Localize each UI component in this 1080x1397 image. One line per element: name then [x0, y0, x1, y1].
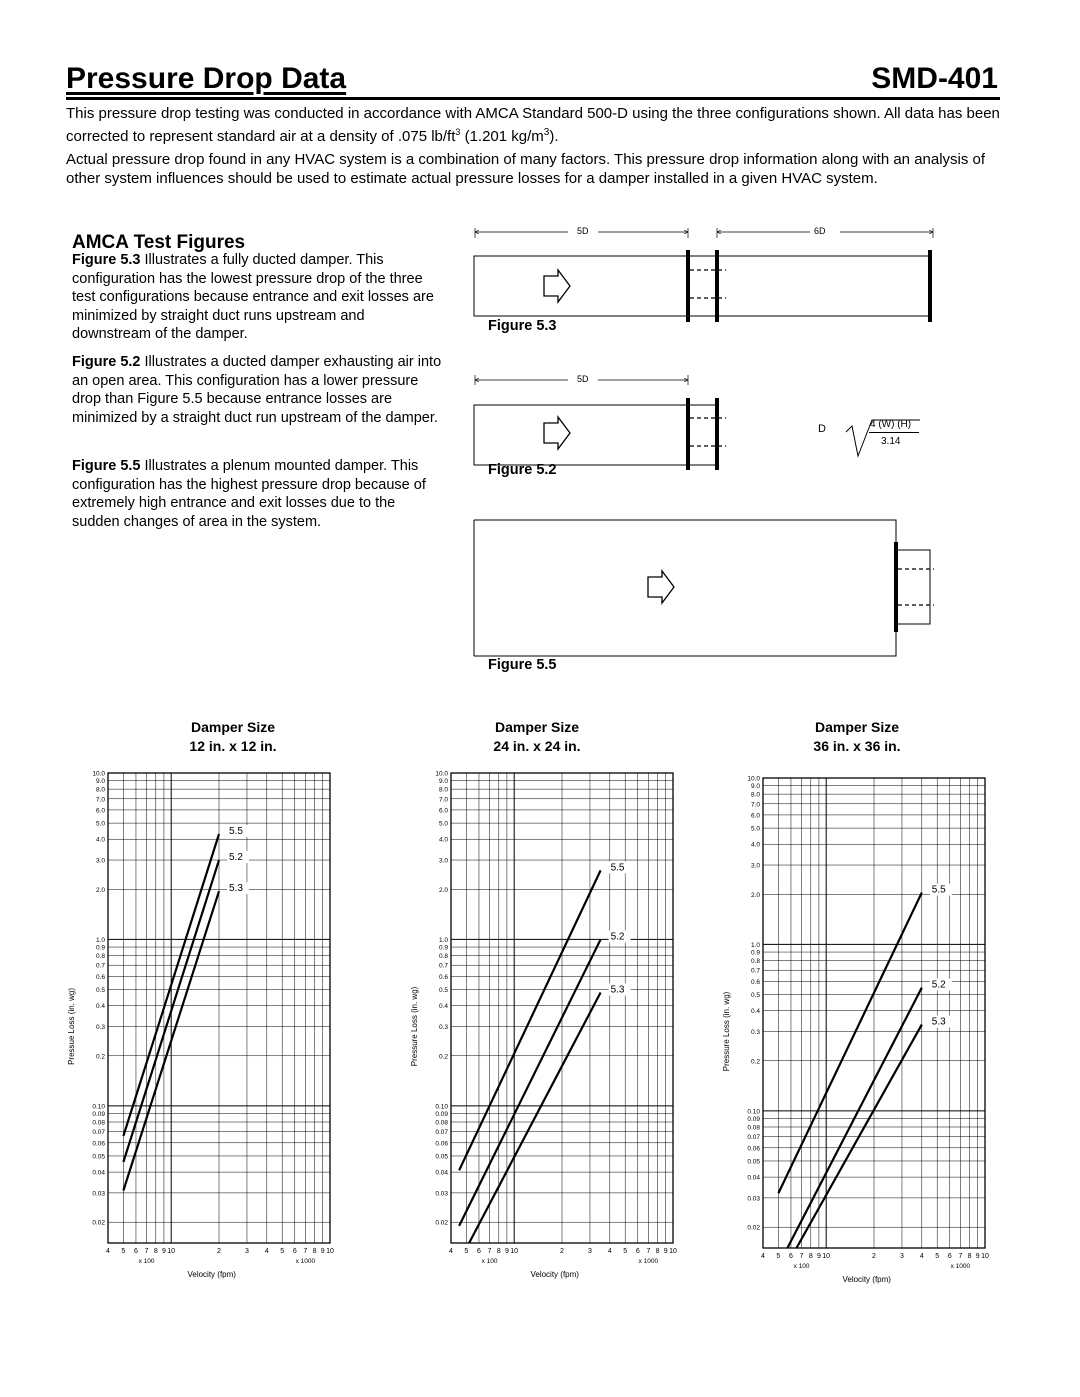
y-axis-label: Pressure Loss (in. wg) [410, 986, 419, 1067]
intro-paragraph-1 [66, 104, 1000, 146]
y-tick-label: 3.0 [438, 857, 448, 865]
x-tick-label: 4 [607, 1248, 612, 1255]
x-tick-label: 8 [153, 1248, 158, 1255]
y-tick-label: 10.0 [747, 775, 760, 783]
x-tick-label: 9 [161, 1248, 166, 1255]
title-rule [66, 97, 1000, 100]
series-label: 5.2 [931, 979, 946, 991]
x-tick-label: 6 [789, 1253, 793, 1260]
y-tick-label: 0.9 [750, 949, 760, 957]
y-tick-label: 4.0 [438, 836, 448, 844]
series-label: 5.3 [931, 1016, 946, 1028]
chart-3-heading [757, 718, 957, 756]
x-tick-label: 9 [320, 1248, 325, 1255]
y-tick-label: 9.0 [438, 778, 448, 786]
figure-52-description [72, 353, 444, 427]
dim-5d-mid: 5D [577, 374, 589, 384]
y-tick-label: 8.0 [750, 791, 760, 799]
series-label: 5.3 [229, 883, 243, 895]
y-tick-label: 4.0 [750, 841, 760, 849]
figure-53-label: Figure 5.3 [488, 318, 557, 334]
y-tick-label: 9.0 [95, 778, 105, 786]
x-tick-label: 9 [816, 1253, 821, 1260]
y-tick-label: 0.07 [92, 1129, 105, 1137]
y-tick-label: 0.04 [747, 1174, 760, 1182]
y-tick-label: 0.03 [747, 1195, 760, 1203]
x-tick-label: 7 [646, 1248, 651, 1255]
y-tick-label: 0.08 [92, 1119, 105, 1127]
x-tick-label: 8 [496, 1248, 501, 1255]
y-tick-label: 7.0 [750, 801, 760, 809]
x-tick-label: 6 [292, 1248, 297, 1255]
figure-53-description [72, 251, 444, 344]
y-tick-label: 0.3 [95, 1023, 105, 1031]
y-tick-label: 0.10 [747, 1108, 760, 1116]
chart-1-size: 12 in. x 12 in. [189, 738, 277, 754]
chart-36in [715, 770, 1005, 1300]
series-label: 5.2 [229, 852, 243, 864]
chart-3-size: 36 in. x 36 in. [813, 738, 901, 754]
formula-numerator: 4 (W) (H) [870, 419, 912, 430]
y-tick-label: 0.09 [435, 1110, 448, 1118]
y-tick-label: 0.8 [438, 953, 448, 961]
y-axis-label: Pressure Loss (in. wg) [722, 991, 731, 1072]
y-tick-label: 0.10 [435, 1103, 448, 1111]
series-label: 5.5 [931, 884, 946, 896]
series-line-5-2 [459, 939, 600, 1225]
x-tick-label: 6 [134, 1248, 138, 1255]
intro-text-2: (1.201 kg/m [460, 128, 544, 145]
formula-d: D [818, 423, 826, 435]
intro-text-1: This pressure drop testing was conducted in accordance with AMCA Standard 500-D using the three configurations shown. All data has been corrected to represent standard air at a density of .075 lb/ft [66, 105, 1000, 145]
x-tick-label: 8 [808, 1253, 813, 1260]
x-tick-label: 8 [655, 1248, 660, 1255]
x-tick-label: 10 [822, 1253, 831, 1260]
figure-55-drawing [474, 520, 934, 656]
y-tick-label: 0.05 [92, 1153, 105, 1161]
x-tick-label: 5 [280, 1248, 285, 1255]
x-tick-label: 3 [245, 1248, 249, 1255]
y-tick-label: 0.05 [435, 1153, 448, 1161]
x-tick-label: 7 [303, 1248, 308, 1255]
figure-53-ref: Figure 5.3 [72, 252, 141, 268]
y-tick-label: 0.06 [747, 1145, 760, 1153]
chart-2-heading [437, 718, 637, 756]
y-tick-label: 1.0 [438, 936, 448, 944]
x-tick-label: 9 [663, 1248, 668, 1255]
y-tick-label: 0.09 [92, 1110, 105, 1118]
y-tick-label: 0.10 [92, 1103, 105, 1111]
figure-55-ref: Figure 5.5 [72, 458, 141, 474]
x-tick-label: 5 [935, 1253, 940, 1260]
y-tick-label: 0.08 [435, 1119, 448, 1127]
series-line-5-3 [469, 992, 601, 1243]
y-tick-label: 0.4 [750, 1008, 760, 1016]
figure-53-text: Illustrates a fully ducted damper. This configuration has the lowest pressure drop of the three test configurations because entrance and exit losses are minimized by straight duct runs upstream and downstream of the damper. [72, 252, 434, 342]
y-tick-label: 0.06 [435, 1140, 448, 1148]
y-tick-label: 0.8 [95, 953, 105, 961]
x-tick-label: 4 [264, 1248, 269, 1255]
y-tick-label: 10.0 [92, 770, 105, 778]
x-tick-label: 7 [144, 1248, 149, 1255]
y-tick-label: 1.0 [95, 936, 105, 944]
y-tick-label: 0.7 [438, 962, 448, 970]
y-tick-label: 0.02 [92, 1219, 105, 1227]
x-tick-label: 10 [981, 1253, 989, 1260]
y-tick-label: 5.0 [95, 820, 105, 828]
formula-denominator: 3.14 [881, 436, 901, 447]
x-multiplier-1000: x 1000 [638, 1258, 659, 1265]
figure-55-label: Figure 5.5 [488, 657, 557, 673]
y-tick-label: 0.7 [750, 967, 760, 975]
y-tick-label: 8.0 [95, 786, 105, 794]
y-tick-label: 6.0 [750, 812, 760, 820]
page-title: Pressure Drop Data [66, 62, 347, 95]
series-label: 5.2 [610, 931, 625, 943]
x-tick-label: 6 [477, 1248, 481, 1255]
x-tick-label: 5 [121, 1248, 126, 1255]
x-tick-label: 8 [312, 1248, 317, 1255]
intro-text-3: ). [549, 128, 559, 145]
figure-52-label: Figure 5.2 [488, 462, 557, 478]
y-tick-label: 0.03 [435, 1190, 448, 1198]
chart-3-damper-size-label: Damper Size [814, 719, 900, 735]
y-tick-label: 0.8 [750, 958, 760, 966]
chart-2-damper-size-label: Damper Size [494, 719, 580, 735]
x-tick-label: 10 [167, 1248, 176, 1255]
x-multiplier-1000: x 1000 [295, 1258, 316, 1265]
y-tick-label: 0.4 [438, 1003, 448, 1011]
y-tick-label: 0.08 [747, 1124, 760, 1132]
y-tick-label: 0.04 [92, 1169, 105, 1177]
y-tick-label: 0.09 [747, 1115, 760, 1123]
x-tick-label: 9 [975, 1253, 980, 1260]
chart-1-damper-size-label: Damper Size [190, 719, 276, 735]
dim-5d-top: 5D [577, 226, 589, 236]
formula-fraction-bar [869, 432, 919, 433]
x-tick-label: 3 [900, 1253, 904, 1260]
figure-52-text: Illustrates a ducted damper exhausting air into an open area. This configuration has a lower pressure drop than Figure 5.5 because entrance losses are minimized by a straight duct run upstream of the damper. [72, 354, 442, 426]
x-tick-label: 6 [947, 1253, 952, 1260]
figure-55-description [72, 457, 444, 531]
y-tick-label: 6.0 [95, 807, 105, 815]
x-tick-label: 7 [958, 1253, 963, 1260]
x-tick-label: 10 [510, 1248, 519, 1255]
x-tick-label: 7 [799, 1253, 804, 1260]
chart-24in [403, 765, 693, 1295]
y-tick-label: 7.0 [95, 796, 105, 804]
x-tick-label: 6 [635, 1248, 640, 1255]
x-tick-label: 2 [217, 1248, 221, 1255]
x-tick-label: 4 [449, 1248, 453, 1255]
y-tick-label: 0.6 [750, 978, 760, 986]
series-label: 5.5 [229, 826, 243, 838]
y-tick-label: 0.3 [438, 1023, 448, 1031]
figure-55-text: Illustrates a plenum mounted damper. This configuration has the highest pressure drop because of extremely high entrance and exit losses due to the sudden changes of area in the system. [72, 458, 426, 530]
chart-12in [60, 765, 350, 1295]
test-figures-diagram [460, 220, 1020, 680]
y-tick-label: 3.0 [750, 862, 760, 870]
y-tick-label: 0.05 [747, 1158, 760, 1166]
y-tick-label: 0.06 [92, 1140, 105, 1148]
y-tick-label: 0.5 [95, 987, 105, 995]
x-tick-label: 9 [504, 1248, 509, 1255]
x-tick-label: 4 [106, 1248, 110, 1255]
y-tick-label: 0.07 [747, 1134, 760, 1142]
x-tick-label: 5 [776, 1253, 781, 1260]
x-tick-label: 2 [560, 1248, 564, 1255]
chart-2-size: 24 in. x 24 in. [493, 738, 581, 754]
series-label: 5.5 [610, 862, 625, 874]
x-tick-label: 5 [623, 1248, 628, 1255]
amca-heading: AMCA Test Figures [72, 232, 246, 253]
y-tick-label: 3.0 [95, 857, 105, 865]
x-tick-label: 7 [487, 1248, 492, 1255]
x-tick-label: 10 [669, 1248, 677, 1255]
x-multiplier-100: x 100 [481, 1258, 498, 1265]
y-tick-label: 0.3 [750, 1028, 760, 1036]
chart-1-heading [133, 718, 333, 756]
x-tick-label: 8 [967, 1253, 972, 1260]
y-tick-label: 7.0 [438, 796, 448, 804]
series-line-5-3 [796, 1025, 921, 1248]
y-tick-label: 2.0 [438, 886, 448, 894]
y-tick-label: 5.0 [438, 820, 448, 828]
y-tick-label: 0.9 [438, 944, 448, 952]
y-tick-label: 0.02 [435, 1219, 448, 1227]
model-code: SMD-401 [871, 62, 998, 95]
x-tick-label: 4 [919, 1253, 924, 1260]
series-line-5-5 [778, 893, 921, 1194]
y-tick-label: 6.0 [438, 807, 448, 815]
y-tick-label: 0.02 [747, 1224, 760, 1232]
y-tick-label: 8.0 [438, 786, 448, 794]
figure-52-drawing [474, 375, 920, 470]
y-tick-label: 0.2 [95, 1053, 105, 1061]
x-axis-label: Velocity (fpm) [187, 1270, 236, 1279]
intro-sup-1: 3 [455, 127, 461, 137]
dim-6d: 6D [814, 226, 826, 236]
y-tick-label: 1.0 [750, 941, 760, 949]
series-label: 5.3 [610, 984, 625, 996]
y-tick-label: 0.7 [95, 962, 105, 970]
figure-52-ref: Figure 5.2 [72, 354, 141, 370]
intro-paragraph-2: Actual pressure drop found in any HVAC system is a combination of many factors. This pressure drop information along with an analysis of other system influences should be used to estimate actual pressure losses for a damper installed in a given HVAC system. [66, 151, 986, 187]
y-tick-label: 4.0 [95, 836, 105, 844]
y-tick-label: 0.5 [438, 987, 448, 995]
x-axis-label: Velocity (fpm) [842, 1275, 891, 1284]
y-tick-label: 0.4 [95, 1003, 105, 1011]
y-axis-label: Pressue Loss (in. wg) [67, 988, 76, 1065]
y-tick-label: 10.0 [435, 770, 448, 778]
y-tick-label: 2.0 [750, 891, 760, 899]
figure-53-drawing [474, 228, 933, 322]
y-tick-label: 0.9 [95, 944, 105, 952]
x-tick-label: 2 [872, 1253, 876, 1260]
y-tick-label: 0.6 [95, 973, 105, 981]
series-line-5-2 [787, 988, 921, 1248]
y-tick-label: 0.6 [438, 973, 448, 981]
y-tick-label: 0.2 [750, 1058, 760, 1066]
x-tick-label: 3 [588, 1248, 592, 1255]
x-multiplier-1000: x 1000 [950, 1263, 971, 1270]
y-tick-label: 0.07 [435, 1129, 448, 1137]
y-tick-label: 0.2 [438, 1053, 448, 1061]
x-tick-label: 10 [326, 1248, 334, 1255]
x-multiplier-100: x 100 [138, 1258, 155, 1265]
y-tick-label: 2.0 [95, 886, 105, 894]
y-tick-label: 5.0 [750, 825, 760, 833]
x-multiplier-100: x 100 [793, 1263, 810, 1270]
intro-sup-2: 3 [543, 127, 550, 138]
x-axis-label: Velocity (fpm) [530, 1270, 579, 1279]
y-tick-label: 0.04 [435, 1169, 448, 1177]
x-tick-label: 5 [464, 1248, 469, 1255]
x-tick-label: 4 [761, 1253, 765, 1260]
y-tick-label: 0.03 [92, 1190, 105, 1198]
y-tick-label: 0.5 [750, 992, 760, 1000]
y-tick-label: 9.0 [750, 783, 760, 791]
